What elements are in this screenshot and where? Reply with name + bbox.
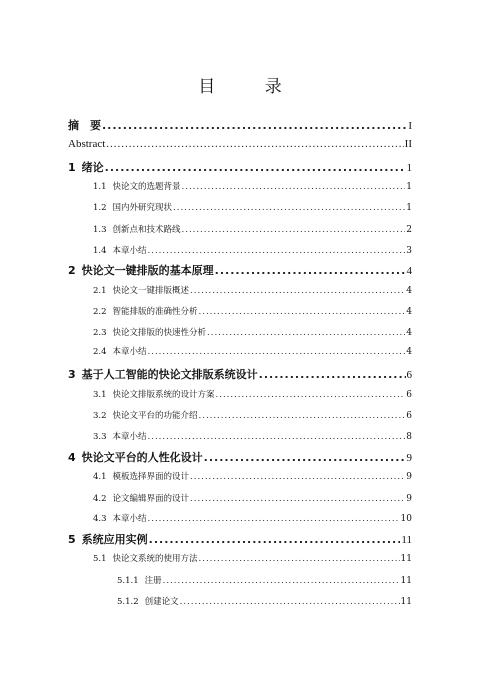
dot-leader [216, 390, 406, 400]
toc-entry-label: 注册 [144, 576, 162, 586]
toc-entry[interactable] [93, 223, 412, 241]
toc-entry[interactable] [93, 180, 412, 198]
toc-entry[interactable] [68, 159, 412, 177]
toc-entry-label: 本章小结 [112, 246, 147, 256]
dot-leader [182, 182, 406, 192]
toc-entry-title [93, 305, 198, 317]
toc-entry-title [68, 531, 148, 547]
toc-entry-label: 系统应用实例 [81, 533, 148, 546]
toc-entry-number: 5 [68, 533, 76, 546]
toc-entry-number: 4 [68, 451, 76, 464]
toc-entry-title [93, 492, 189, 504]
toc-entry-title [93, 223, 181, 235]
toc-entry[interactable] [93, 552, 412, 570]
toc-entry-number: 1.4 [93, 246, 107, 256]
toc-entry-page: 6 [406, 411, 412, 421]
toc-entry[interactable] [93, 305, 412, 323]
toc-entry-label: Abstract [68, 138, 106, 150]
toc-entry-title [93, 409, 198, 421]
toc-entry-label: 绪论 [81, 161, 104, 174]
dot-leader [163, 576, 400, 586]
toc-entry-label: 快论文平台的功能介绍 [112, 411, 198, 421]
toc-entry-label: 本章小结 [112, 514, 147, 524]
dot-leader [190, 286, 405, 296]
toc-entry[interactable] [93, 345, 412, 363]
toc-entry-page: 1 [406, 203, 412, 213]
dot-leader [190, 472, 405, 482]
toc-entry[interactable] [93, 470, 412, 488]
toc-entry-number: 2.2 [93, 307, 107, 317]
toc-entry[interactable] [117, 574, 412, 592]
toc-entry-number: 1.2 [93, 203, 107, 213]
toc-entry[interactable] [93, 284, 412, 302]
dot-leader [148, 347, 406, 357]
dot-leader [182, 225, 406, 235]
toc-entry-number: 5.1.1 [117, 576, 139, 586]
toc-entry[interactable] [68, 138, 412, 156]
toc-entry[interactable] [68, 366, 412, 384]
toc-entry-label: 快论文排版的快速性分析 [112, 328, 207, 338]
toc-entry-title [68, 138, 105, 150]
toc-entry-number: 2.3 [93, 328, 107, 338]
toc-entry[interactable] [68, 262, 412, 280]
toc-entry-page: 2 [406, 225, 412, 235]
toc-entry-number: 3.2 [93, 411, 107, 421]
toc-entry-page: 4 [406, 307, 412, 317]
toc-entry-page: I [408, 120, 412, 132]
toc-entry-page: 4 [406, 347, 412, 357]
toc-entry-title [93, 552, 198, 564]
toc-entry-page: 4 [406, 328, 412, 338]
dot-leader [199, 554, 400, 564]
toc-entry-page: 3 [406, 246, 412, 256]
toc-entry-page: 1 [406, 162, 412, 174]
toc-entry-label: 快论文系统的使用方法 [112, 554, 198, 564]
dot-leader [105, 161, 406, 174]
toc-entry-label: 基于人工智能的快论文排版系统设计 [81, 368, 258, 381]
toc-entry-title [93, 284, 189, 296]
toc-entry-title [68, 366, 258, 382]
dot-leader [148, 432, 406, 442]
toc-entry-title [93, 345, 147, 357]
toc-entry-label: 创建论文 [144, 597, 179, 607]
dot-leader [259, 368, 406, 381]
toc-entry-number: 2.1 [93, 286, 107, 296]
toc-entry-title [68, 262, 214, 278]
toc-entry[interactable] [68, 449, 412, 467]
dot-leader [204, 451, 406, 464]
toc-entry-page: 11 [400, 554, 412, 564]
toc-entry-title [93, 201, 172, 213]
toc-entry-page: 9 [406, 494, 412, 504]
toc-entry-number: 1.3 [93, 225, 107, 235]
toc-entry[interactable] [93, 244, 412, 262]
toc-entry-page: 8 [406, 432, 412, 442]
toc-entry[interactable] [68, 531, 412, 549]
toc-entry[interactable] [93, 326, 412, 344]
toc-entry-title [68, 159, 104, 175]
toc-entry-title [93, 326, 206, 338]
toc-entry-number: 3.3 [93, 432, 107, 442]
dot-leader [199, 411, 406, 421]
toc-entry-title [93, 470, 189, 482]
toc-entry[interactable] [93, 430, 412, 448]
toc-entry-label: 模板选择界面的设计 [112, 472, 190, 482]
toc-entry-page: 11 [401, 534, 412, 546]
toc-entry-page: 11 [400, 576, 412, 586]
toc-entry-page: 6 [406, 390, 412, 400]
toc-entry-title [117, 574, 162, 586]
dot-leader [102, 119, 407, 132]
toc-entry-title [93, 180, 181, 192]
toc-entry-title [93, 388, 215, 400]
toc-entry-label: 快论文平台的人性化设计 [81, 451, 203, 464]
toc-entry-page: 11 [400, 597, 412, 607]
toc-entry-label: 论文编辑界面的设计 [112, 494, 190, 504]
toc-entry-title [117, 595, 179, 607]
toc-entry[interactable] [68, 117, 412, 135]
page-title: 目 录 [198, 77, 304, 97]
toc-entry-title [68, 449, 203, 465]
dot-leader [148, 514, 400, 524]
toc-entry[interactable] [93, 492, 412, 510]
toc-entry-number: 4.2 [93, 494, 107, 504]
toc-entry-title [93, 244, 147, 256]
toc-entry-number: 4.1 [93, 472, 107, 482]
toc-entry-page: II [404, 138, 412, 150]
toc-entry-label: 智能排版的准确性分析 [112, 307, 198, 317]
toc-entry-label: 快论文排版系统的设计方案 [112, 390, 215, 400]
toc-entry-label: 摘 要 [68, 119, 101, 132]
toc-entry-number: 5.1 [93, 554, 107, 564]
toc-entry-label: 快论文一键排版概述 [112, 286, 190, 296]
toc-entry-label: 快论文一键排版的基本原理 [81, 264, 214, 277]
toc-entry[interactable] [93, 512, 412, 530]
toc-entry-label: 本章小结 [112, 432, 147, 442]
toc-entry-number: 3.1 [93, 390, 107, 400]
toc-entry-page: 10 [400, 514, 412, 524]
toc-entry-page: 4 [406, 265, 412, 277]
toc-entry-title [93, 512, 147, 524]
toc-entry-label: 本章小结 [112, 347, 147, 357]
toc-entry-page: 4 [406, 286, 412, 296]
dot-leader [173, 203, 405, 213]
toc-entry-label: 创新点和技术路线 [112, 225, 181, 235]
dot-leader [190, 494, 405, 504]
toc-entry-label: 国内外研究现状 [112, 203, 173, 213]
toc-entry-number: 5.1.2 [117, 597, 139, 607]
toc-entry-title [68, 117, 101, 133]
dot-leader [215, 264, 406, 277]
toc-entry-number: 2 [68, 264, 76, 277]
dot-leader [199, 307, 406, 317]
dot-leader [106, 138, 403, 150]
toc-entry-number: 1.1 [93, 182, 107, 192]
toc-entry-number: 2.4 [93, 347, 107, 357]
toc-entry[interactable] [117, 595, 412, 613]
dot-leader [148, 246, 406, 256]
dot-leader [149, 533, 401, 546]
toc-entry-page: 6 [406, 369, 412, 381]
toc-entry-label: 快论文的选题背景 [112, 182, 181, 192]
toc-entry[interactable] [93, 388, 412, 406]
toc-entry-page: 9 [406, 472, 412, 482]
toc-entry-number: 3 [68, 368, 76, 381]
dot-leader [207, 328, 405, 338]
dot-leader [180, 597, 400, 607]
toc-entry-number: 1 [68, 161, 76, 174]
toc-entry-title [93, 430, 147, 442]
toc-entry[interactable] [93, 201, 412, 219]
toc-entry-page: 9 [406, 452, 412, 464]
toc-entry-page: 1 [406, 182, 412, 192]
toc-entry-number: 4.3 [93, 514, 107, 524]
toc-entry[interactable] [93, 409, 412, 427]
